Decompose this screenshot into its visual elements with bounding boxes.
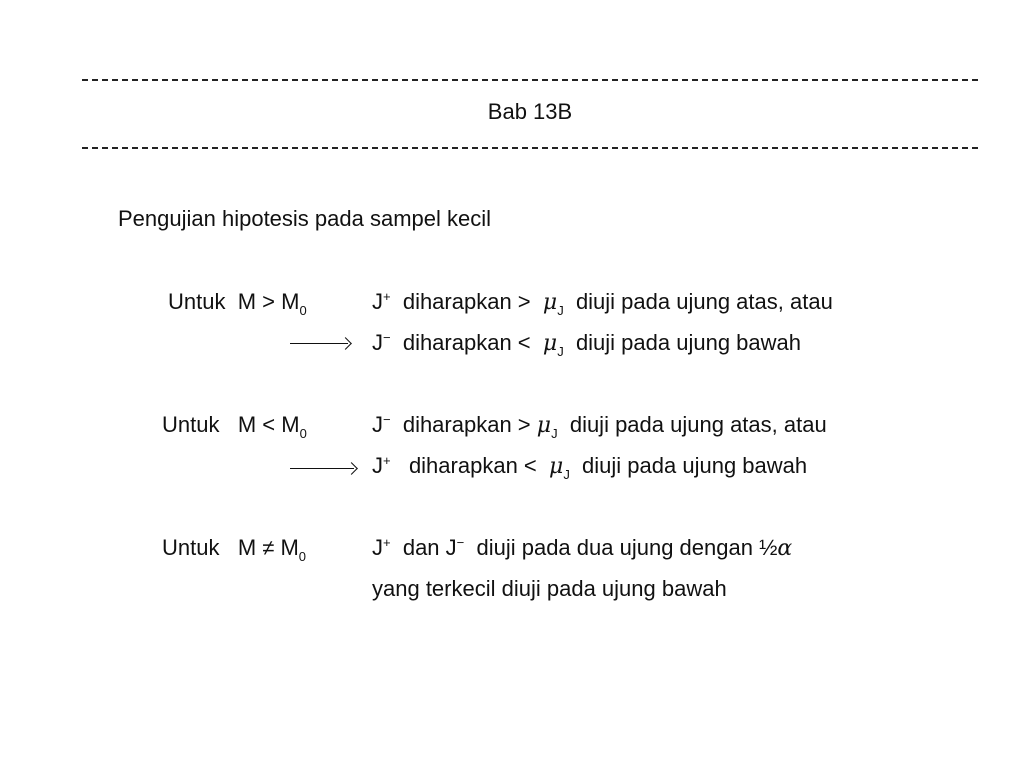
section3-line1-alpha: α — [777, 536, 793, 561]
arrow-right-icon — [290, 343, 348, 344]
section2-expr: M < M — [237, 412, 300, 437]
section2-line2-text-a: diharapkan < — [408, 453, 537, 478]
section2-line1-j: J — [372, 412, 383, 437]
page-title: Bab 13B — [487, 99, 573, 124]
section1-line1-text-b: diuji pada ujung atas, atau — [575, 289, 833, 314]
section1-line2-mu-sub: J — [557, 344, 564, 359]
section2-line2-mu: μ — [549, 454, 564, 479]
section1-expr: M > M — [237, 289, 300, 314]
section-heading: Pengujian hipotesis pada sampel kecil — [118, 206, 492, 231]
section2-line1-mu: μ — [536, 413, 552, 438]
section1-line2-j-sign: − — [383, 330, 391, 345]
section1-line1-j: J — [372, 289, 383, 314]
section3-untuk: Untuk — [162, 535, 220, 560]
section2-line1-j-sign: − — [383, 412, 391, 427]
section2-line2 — [372, 452, 807, 481]
section1-line1-mu-sub: J — [557, 303, 564, 318]
section1-line2-j: J — [372, 330, 383, 355]
section1-line2 — [372, 329, 801, 358]
section1-expr-sub: 0 — [299, 303, 307, 318]
section2-condition — [162, 411, 307, 439]
section3-line1-j1: J — [372, 535, 383, 560]
section3-line2: yang terkecil diuji pada ujung bawah — [372, 576, 727, 601]
arrow-right-icon — [290, 468, 354, 469]
section3-line1-j2-sign: − — [456, 535, 465, 550]
section2-line2-text-b: diuji pada ujung bawah — [582, 453, 808, 478]
section3-line1 — [372, 534, 792, 563]
section2-line2-j-sign: + — [383, 453, 391, 468]
dashed-divider-top — [82, 79, 978, 81]
section2-line1 — [372, 411, 827, 440]
section1-line2-text-a: diharapkan < — [402, 330, 531, 355]
section3-line1-mid: dan J — [402, 535, 457, 560]
section1-untuk: Untuk — [168, 289, 226, 314]
section3-expr-sub: 0 — [298, 549, 307, 564]
section2-untuk: Untuk — [162, 412, 220, 437]
section2-line2-mu-sub: J — [563, 467, 570, 482]
section1-line1-text-a: diharapkan > — [402, 289, 531, 314]
section1-line1-j-sign: + — [383, 289, 391, 304]
section1-line2-text-b: diuji pada ujung bawah — [575, 330, 802, 355]
section3-line1-text-b: diuji pada dua ujung dengan ½ — [476, 535, 778, 560]
section3-line1-j1-sign: + — [383, 535, 391, 550]
section2-expr-sub: 0 — [299, 426, 307, 441]
dashed-divider-bottom — [82, 147, 978, 149]
section3-condition — [162, 534, 306, 562]
section1-line1-mu: μ — [542, 290, 558, 315]
section1-line1 — [372, 288, 833, 317]
section2-line1-text-b: diuji pada ujung atas, atau — [569, 412, 827, 437]
section1-line2-mu: μ — [542, 331, 558, 356]
section2-line1-text-a: diharapkan > — [402, 412, 531, 437]
section3-expr: M ≠ M — [237, 535, 299, 560]
section2-line1-mu-sub: J — [551, 426, 558, 441]
section1-condition — [168, 288, 307, 316]
section2-line2-j: J — [372, 453, 383, 478]
